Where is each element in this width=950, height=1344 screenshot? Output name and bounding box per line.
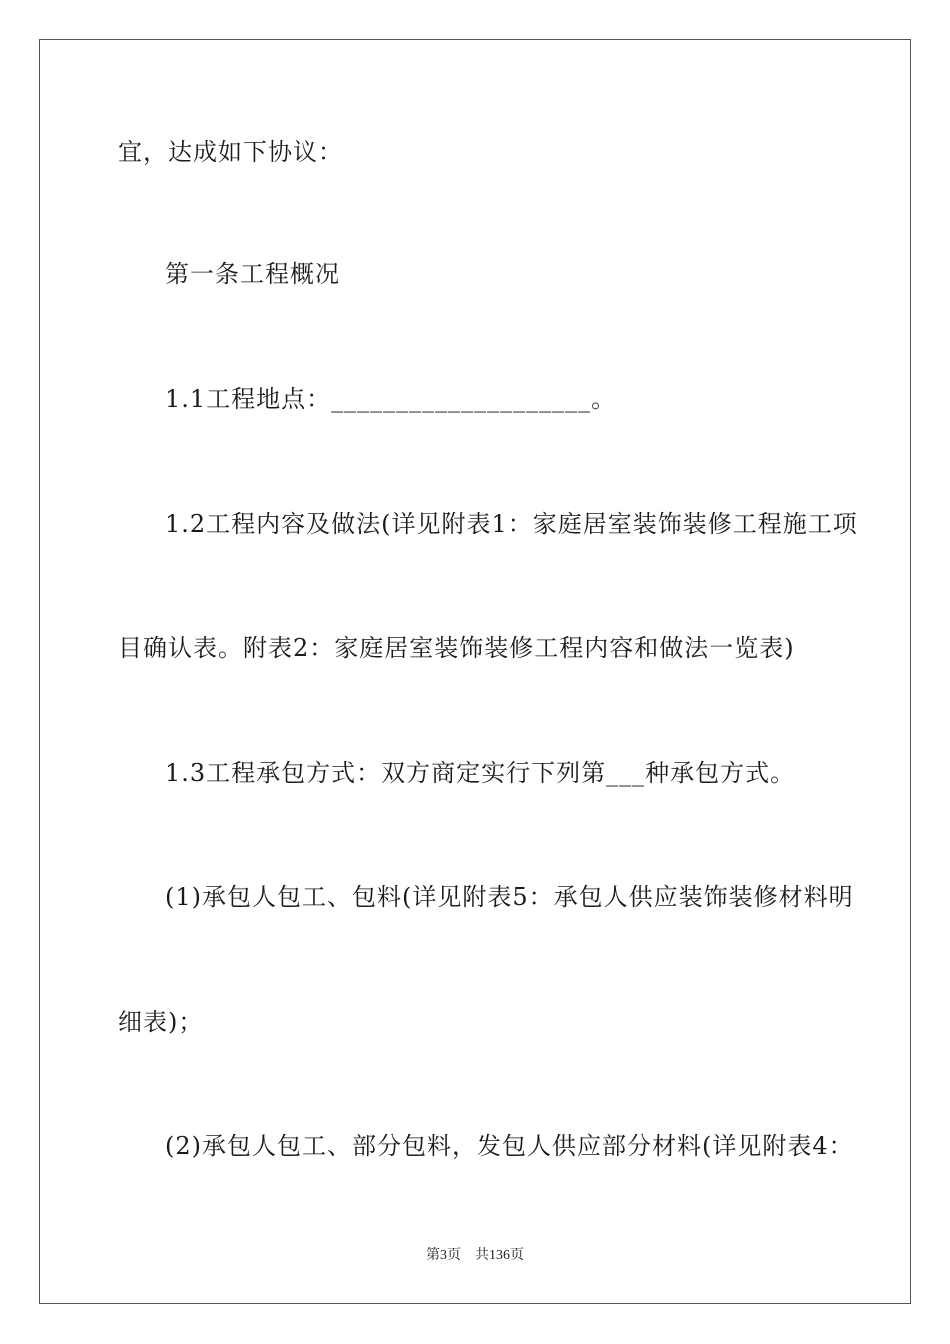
page-total: 共136页 — [475, 1248, 524, 1263]
option-1-line-2: 细表)； — [118, 1008, 204, 1036]
clause-1-1: 1.1工程地点：____________________。 — [165, 385, 617, 413]
page-footer — [0, 1247, 950, 1265]
clause-1-2-line-2: 目确认表。附表2：家庭居室装饰装修工程内容和做法一览表) — [118, 634, 795, 662]
option-2-line-1: (2)承包人包工、部分包料，发包人供应部分材料(详见附表4： — [165, 1132, 854, 1160]
clause-1-2-line-1: 1.2工程内容及做法(详见附表1：家庭居室装饰装修工程施工项 — [165, 510, 858, 538]
page-number: 第3页 — [426, 1248, 461, 1263]
section-heading: 第一条工程概况 — [165, 260, 340, 288]
page-border — [39, 39, 911, 1304]
clause-1-3: 1.3工程承包方式：双方商定实行下列第___种承包方式。 — [165, 759, 796, 787]
option-1-line-1: (1)承包人包工、包料(详见附表5：承包人供应装饰装修材料明 — [165, 883, 854, 911]
body-line-continuation: 宜，达成如下协议： — [118, 138, 343, 166]
